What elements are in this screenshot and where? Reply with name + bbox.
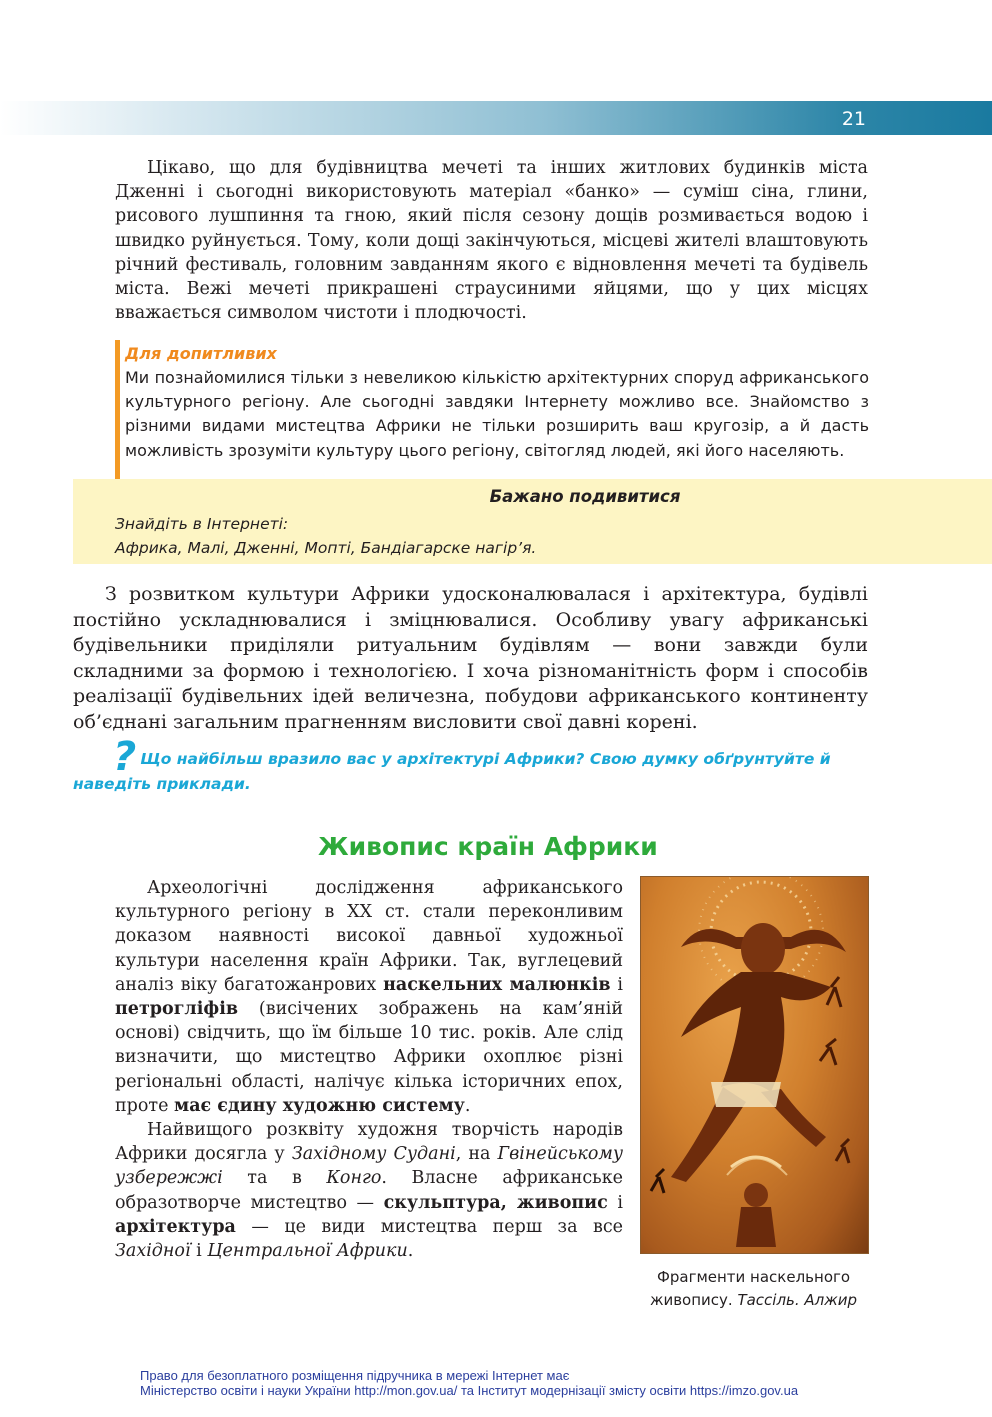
footer-line-1: Право для безоплатного розміщення підручника в мережі Інтернет має <box>140 1368 570 1383</box>
page-number: 21 <box>841 108 866 130</box>
question-block <box>73 734 868 797</box>
rock-painting-image <box>640 876 869 1254</box>
paragraph-regions: Найвищого розквіту художня творчість народів Африки досягла у Західному Судані, на Гвінейському узбережжі та в Конго. Власне африканське образотворче мистецтво — скульптура, живопис і архітектура — це види мистецтва перш за все Західної і Центральної Африки. <box>115 1120 624 1262</box>
footer-line-2: Міністерство освіти і науки України http://mon.gov.ua/ та Інститут модернізації змісту освіти https://imzo.gov.ua <box>140 1383 799 1398</box>
footer-notice <box>140 1368 798 1398</box>
watch-instruction: Знайдіть в Інтернеті: <box>115 515 289 533</box>
curious-title: Для допитливих <box>125 344 277 363</box>
painting-text <box>115 876 623 1263</box>
paragraph-archaeology: Археологічні дослідження африканського культурного регіону в XX ст. стали переконливим доказом наявності високої давньої художньої культури населення країн Африки. Так, вуглецевий аналіз віку багатожанрових наскельних малюнків і петрогліфів (висічених зображень на кам’яній основі) свідчить, що їм більше 10 тис. років. Але слід визначити, що мистецтво Африки охоплює різні регіональні області, налічує кілька історичних епох, проте має єдину художню систему. <box>115 878 623 1116</box>
question-mark-icon: ? <box>113 734 137 780</box>
paragraph-dzhenni: Цікаво, що для будівництва мечеті та інших житлових будинків міста Дженні і сьогодні використовують матеріал «банко» — суміш сіна, глини, рисового лушпиння та гною, який після сезону дощів розмивається водою і швидко руйнується. Тому, коли дощі закінчуються, місцеві жителі влаштовують річний фестиваль, головним завданням якого є відновлення мечеті та будівель міста. Вежі мечеті прикрашені страусиними яйцями, що у цих місцях вважається символом чистоти і плодючості. <box>115 158 868 324</box>
paragraph-architecture: З розвитком культури Африки удосконалювалася і архітектура, будівлі постійно ускладнювалися і зміцнювалися. Особливу увагу африканські будівельники приділяли ритуальним будівлям — вони завжди були складними за формою і технологією. І хоча різноманітність форм і способів реалізації будівельних ідей величезна, побудови африканського континенту об’єднані загальним прагненням висловити свої давні корені. <box>73 583 868 733</box>
watch-title: Бажано подивитися <box>489 487 681 506</box>
rock-painting-illustration <box>641 877 868 1253</box>
watch-keywords: Африка, Малі, Дженні, Мопті, Бандіагарске нагір’я. <box>115 539 537 557</box>
curious-box <box>115 340 869 480</box>
section-title: Живопис країн Африки <box>318 832 658 861</box>
watch-box <box>73 479 992 564</box>
curious-text: Ми познайомилися тільки з невеликою кількістю архітектурних споруд африканського культурного регіону. Але сьогодні завдяки Інтернету можливо все. Знайомство з різними видами мистецтва Африки не тільки розширить ваш кругозір, а й дасть можливість зрозуміти культуру цього регіону, світогляд людей, які його населяють. <box>125 368 869 460</box>
question-text: Що найбільш вразило вас у архітектурі Африки? Свою думку обґрунтуйте й наведіть приклади. <box>73 750 831 793</box>
figure-caption: Фрагменти наскельного живопису. Тассіль. Алжир <box>649 1268 858 1309</box>
